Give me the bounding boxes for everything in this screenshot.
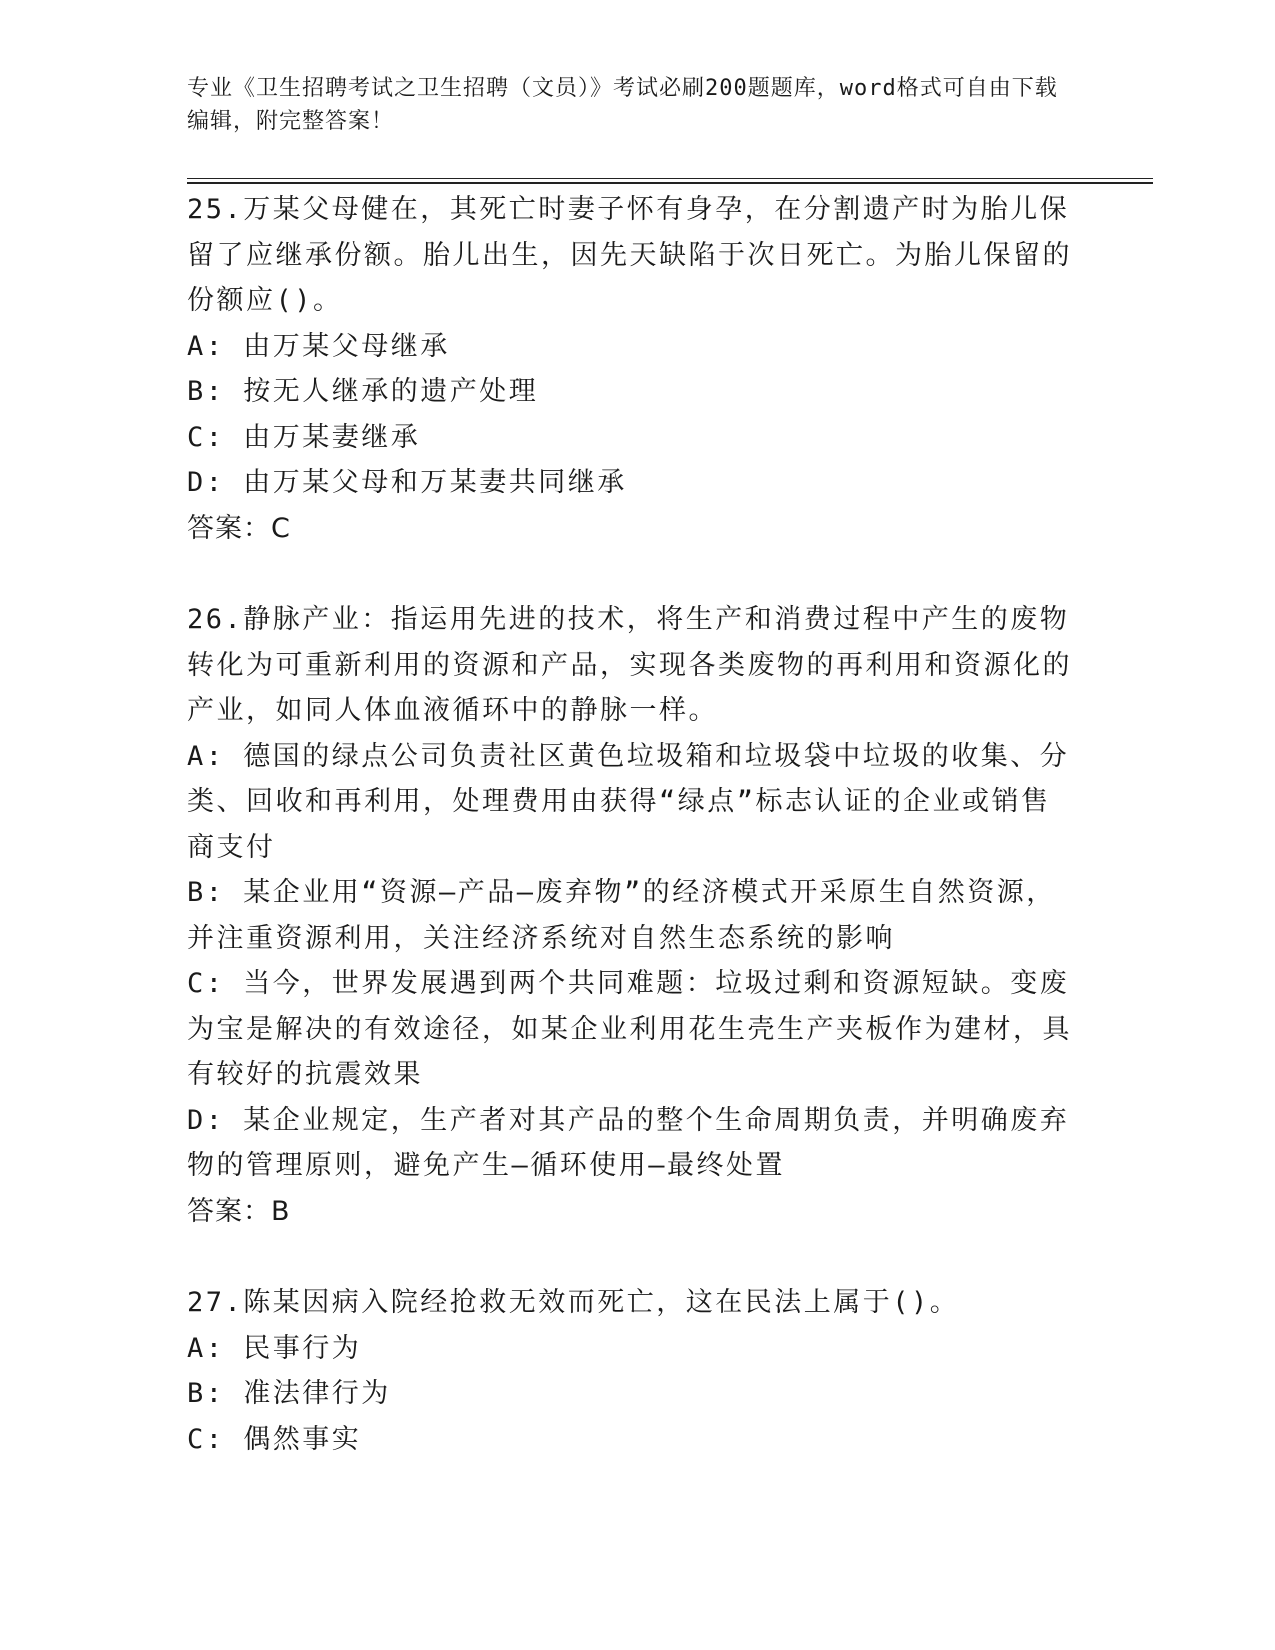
option-b: B: 某企业用“资源—产品—废弃物”的经济模式开采原生自然资源，并注重资源利用，关注经济系统对自然生态系统的影响 bbox=[187, 877, 1056, 954]
answer-line: 答案：B bbox=[187, 1195, 291, 1227]
option-d: D: 某企业规定，生产者对其产品的整个生命周期负责，并明确废弃物的管理原则，避免产生—循环使用—最终处置 bbox=[187, 1104, 1070, 1181]
option-b: B: 准法律行为 bbox=[187, 1378, 391, 1409]
question-list bbox=[187, 187, 1077, 1462]
question-27 bbox=[187, 1280, 1077, 1462]
question-stem: 26.静脉产业：指运用先进的技术，将生产和消费过程中产生的废物转化为可重新利用的资源和产品，实现各类废物的再利用和资源化的产业，如同人体血液循环中的静脉一样。 bbox=[187, 604, 1072, 726]
header-divider-thick bbox=[187, 182, 1153, 184]
option-a: A: 民事行为 bbox=[187, 1332, 362, 1364]
document-header: 专业《卫生招聘考试之卫生招聘（文员）》考试必刷200题题库，word格式可自由下载编辑，附完整答案！ bbox=[187, 76, 1058, 134]
option-a: A: 由万某父母继承 bbox=[187, 330, 450, 362]
option-c: C: 当今，世界发展遇到两个共同难题：垃圾过剩和资源短缺。变废为宝是解决的有效途径，如某企业利用花生壳生产夹板作为建材，具有较好的抗震效果 bbox=[187, 968, 1072, 1090]
option-b: B: 按无人继承的遗产处理 bbox=[187, 376, 539, 407]
option-c: C: 偶然事实 bbox=[187, 1423, 362, 1455]
question-stem: 27.陈某因病入院经抢救无效而死亡，这在民法上属于()。 bbox=[187, 1287, 960, 1318]
option-a: A: 德国的绿点公司负责社区黄色垃圾箱和垃圾袋中垃圾的收集、分类、回收和再利用，处理费用由获得“绿点”标志认证的企业或销售商支付 bbox=[187, 740, 1070, 863]
question-stem: 25.万某父母健在，其死亡时妻子怀有身孕，在分割遗产时为胎儿保留了应继承份额。胎儿出生，因先天缺陷于次日死亡。为胎儿保留的份额应()。 bbox=[187, 194, 1072, 316]
option-d: D: 由万某父母和万某妻共同继承 bbox=[187, 467, 627, 498]
header-divider-thin bbox=[187, 178, 1153, 179]
question-spacer bbox=[187, 551, 1077, 597]
question-spacer bbox=[187, 1234, 1077, 1280]
question-26 bbox=[187, 597, 1077, 1234]
answer-line: 答案：C bbox=[187, 512, 291, 544]
option-c: C: 由万某妻继承 bbox=[187, 421, 421, 453]
question-25 bbox=[187, 187, 1077, 551]
